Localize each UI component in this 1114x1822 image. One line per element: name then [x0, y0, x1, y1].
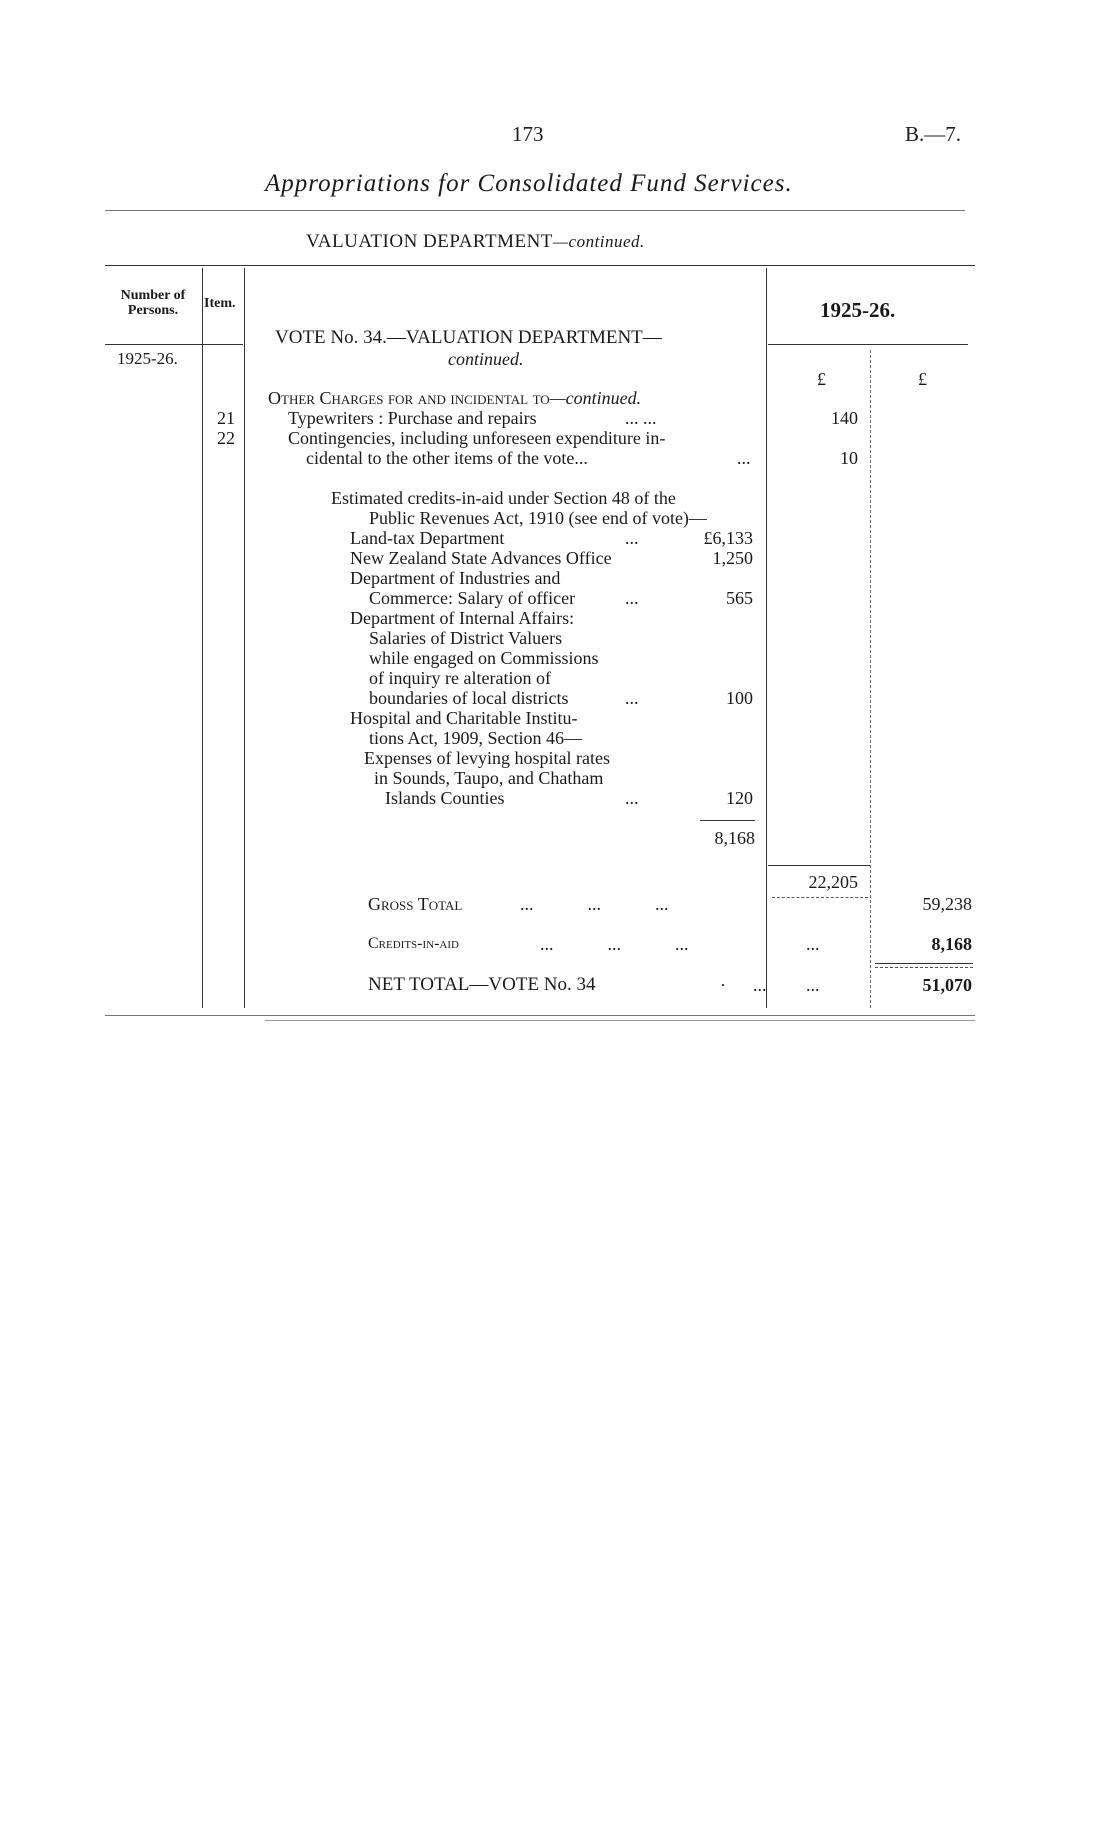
- credit-entry: Land-tax Department: [350, 528, 505, 548]
- header-number-of-persons: Number of Persons.: [120, 288, 186, 318]
- title-rule: [105, 210, 965, 211]
- table-top-rule: [105, 265, 975, 266]
- credit-entry: New Zealand State Advances Office: [350, 548, 612, 568]
- credit-leader: ...: [625, 528, 639, 548]
- credit-entry-cont: Commerce: Salary of officer: [369, 588, 576, 608]
- net-total-rule-2: [875, 967, 973, 968]
- item-leader: ... ...: [625, 408, 657, 428]
- page-title: Appropriations for Consolidated Fund Services.: [265, 170, 793, 197]
- item-amount: 10: [840, 448, 858, 468]
- persons-header-rule: [105, 344, 243, 345]
- item-amount: 140: [831, 408, 858, 428]
- credit-leader: ...: [625, 788, 639, 808]
- persons-year: 1925-26.: [117, 349, 178, 368]
- credit-entry-cont: boundaries of local districts: [369, 688, 569, 708]
- credit-entry: Department of Internal Affairs:: [350, 608, 575, 628]
- credit-amount: 565: [726, 588, 753, 608]
- credit-entry-cont: while engaged on Commissions: [369, 648, 599, 668]
- item-leader: ...: [737, 448, 751, 468]
- gross-total-leader: ... ... ...: [520, 894, 669, 914]
- credit-entry: Department of Industries and: [350, 568, 561, 588]
- header-item: Item.: [204, 296, 236, 311]
- section-heading: [268, 388, 641, 408]
- credits-intro-cont: Public Revenues Act, 1910 (see end of vote)—: [369, 508, 707, 528]
- credits-in-aid-amount: 8,168: [931, 934, 972, 954]
- item-number: 21: [217, 408, 235, 428]
- subtotal-top-rule: [768, 865, 870, 866]
- item-description-cont: cidental to the other items of the vote...: [306, 448, 588, 468]
- page-number: 173: [512, 122, 544, 146]
- gross-total-label: Gross Total: [368, 894, 463, 914]
- table-bottom-rule-2: [265, 1020, 975, 1021]
- amount-col-left-rule: [766, 268, 767, 1008]
- currency-col-1: £: [817, 369, 826, 389]
- amount-year: 1925-26.: [820, 298, 896, 322]
- credit-amount: £6,133: [703, 528, 753, 548]
- credit-entry-cont: Expenses of levying hospital rates: [364, 748, 610, 768]
- subtotal-bottom-rule: [772, 897, 868, 898]
- credit-entry-cont: of inquiry re alteration of: [369, 668, 551, 688]
- credit-leader: ...: [625, 688, 639, 708]
- net-total-amount: 51,070: [922, 975, 972, 995]
- credits-sum-rule: [700, 820, 755, 821]
- credits-in-aid-col1: ...: [806, 934, 820, 954]
- item-col-right-rule: [244, 268, 245, 1008]
- credits-in-aid-leader: ... ... ...: [540, 934, 689, 954]
- credits-in-aid-label: Credits-in-aid: [368, 935, 459, 952]
- credit-entry: Hospital and Charitable Institu-: [350, 708, 578, 728]
- vote-title-continued: continued.: [448, 349, 524, 369]
- amount-col-mid-rule: [870, 350, 871, 1008]
- net-total-col1: ...: [806, 975, 820, 995]
- item-col-left-rule: [202, 268, 203, 1008]
- credit-entry-cont: Islands Counties: [385, 788, 505, 808]
- section-heading-suffix: —continued.: [549, 388, 642, 408]
- credit-entry-cont: in Sounds, Taupo, and Chatham: [374, 768, 604, 788]
- credit-amount: 120: [726, 788, 753, 808]
- currency-col-2: £: [918, 369, 927, 389]
- item-description: Typewriters : Purchase and repairs: [288, 408, 537, 428]
- department-name: VALUATION DEPARTMENT: [306, 231, 553, 252]
- department-heading: [306, 231, 645, 253]
- credit-amount: 100: [726, 688, 753, 708]
- credits-total: 8,168: [714, 828, 755, 848]
- credit-entry-cont: tions Act, 1909, Section 46—: [369, 728, 582, 748]
- amount-header-rule: [768, 344, 968, 345]
- gross-total-amount: 59,238: [922, 894, 972, 914]
- section-heading-text: Other Charges for and incidental to: [268, 388, 550, 408]
- net-total-rule: [875, 963, 973, 964]
- credits-intro: Estimated credits-in-aid under Section 48 of the: [331, 488, 676, 508]
- net-total-leader: · ...: [720, 975, 767, 995]
- vote-title: VOTE No. 34.—VALUATION DEPARTMENT—: [275, 327, 662, 348]
- department-suffix: —continued.: [552, 232, 645, 251]
- document-reference: B.—7.: [905, 122, 962, 146]
- item-description: Contingencies, including unforeseen expenditure in-: [288, 428, 666, 448]
- net-total-label: NET TOTAL—VOTE No. 34: [368, 974, 596, 995]
- subtotal-amount: 22,205: [808, 872, 858, 892]
- credit-leader: ...: [625, 588, 639, 608]
- table-bottom-rule: [105, 1015, 975, 1016]
- credit-amount: 1,250: [712, 548, 753, 568]
- credit-entry-cont: Salaries of District Valuers: [369, 628, 563, 648]
- item-number: 22: [217, 428, 235, 448]
